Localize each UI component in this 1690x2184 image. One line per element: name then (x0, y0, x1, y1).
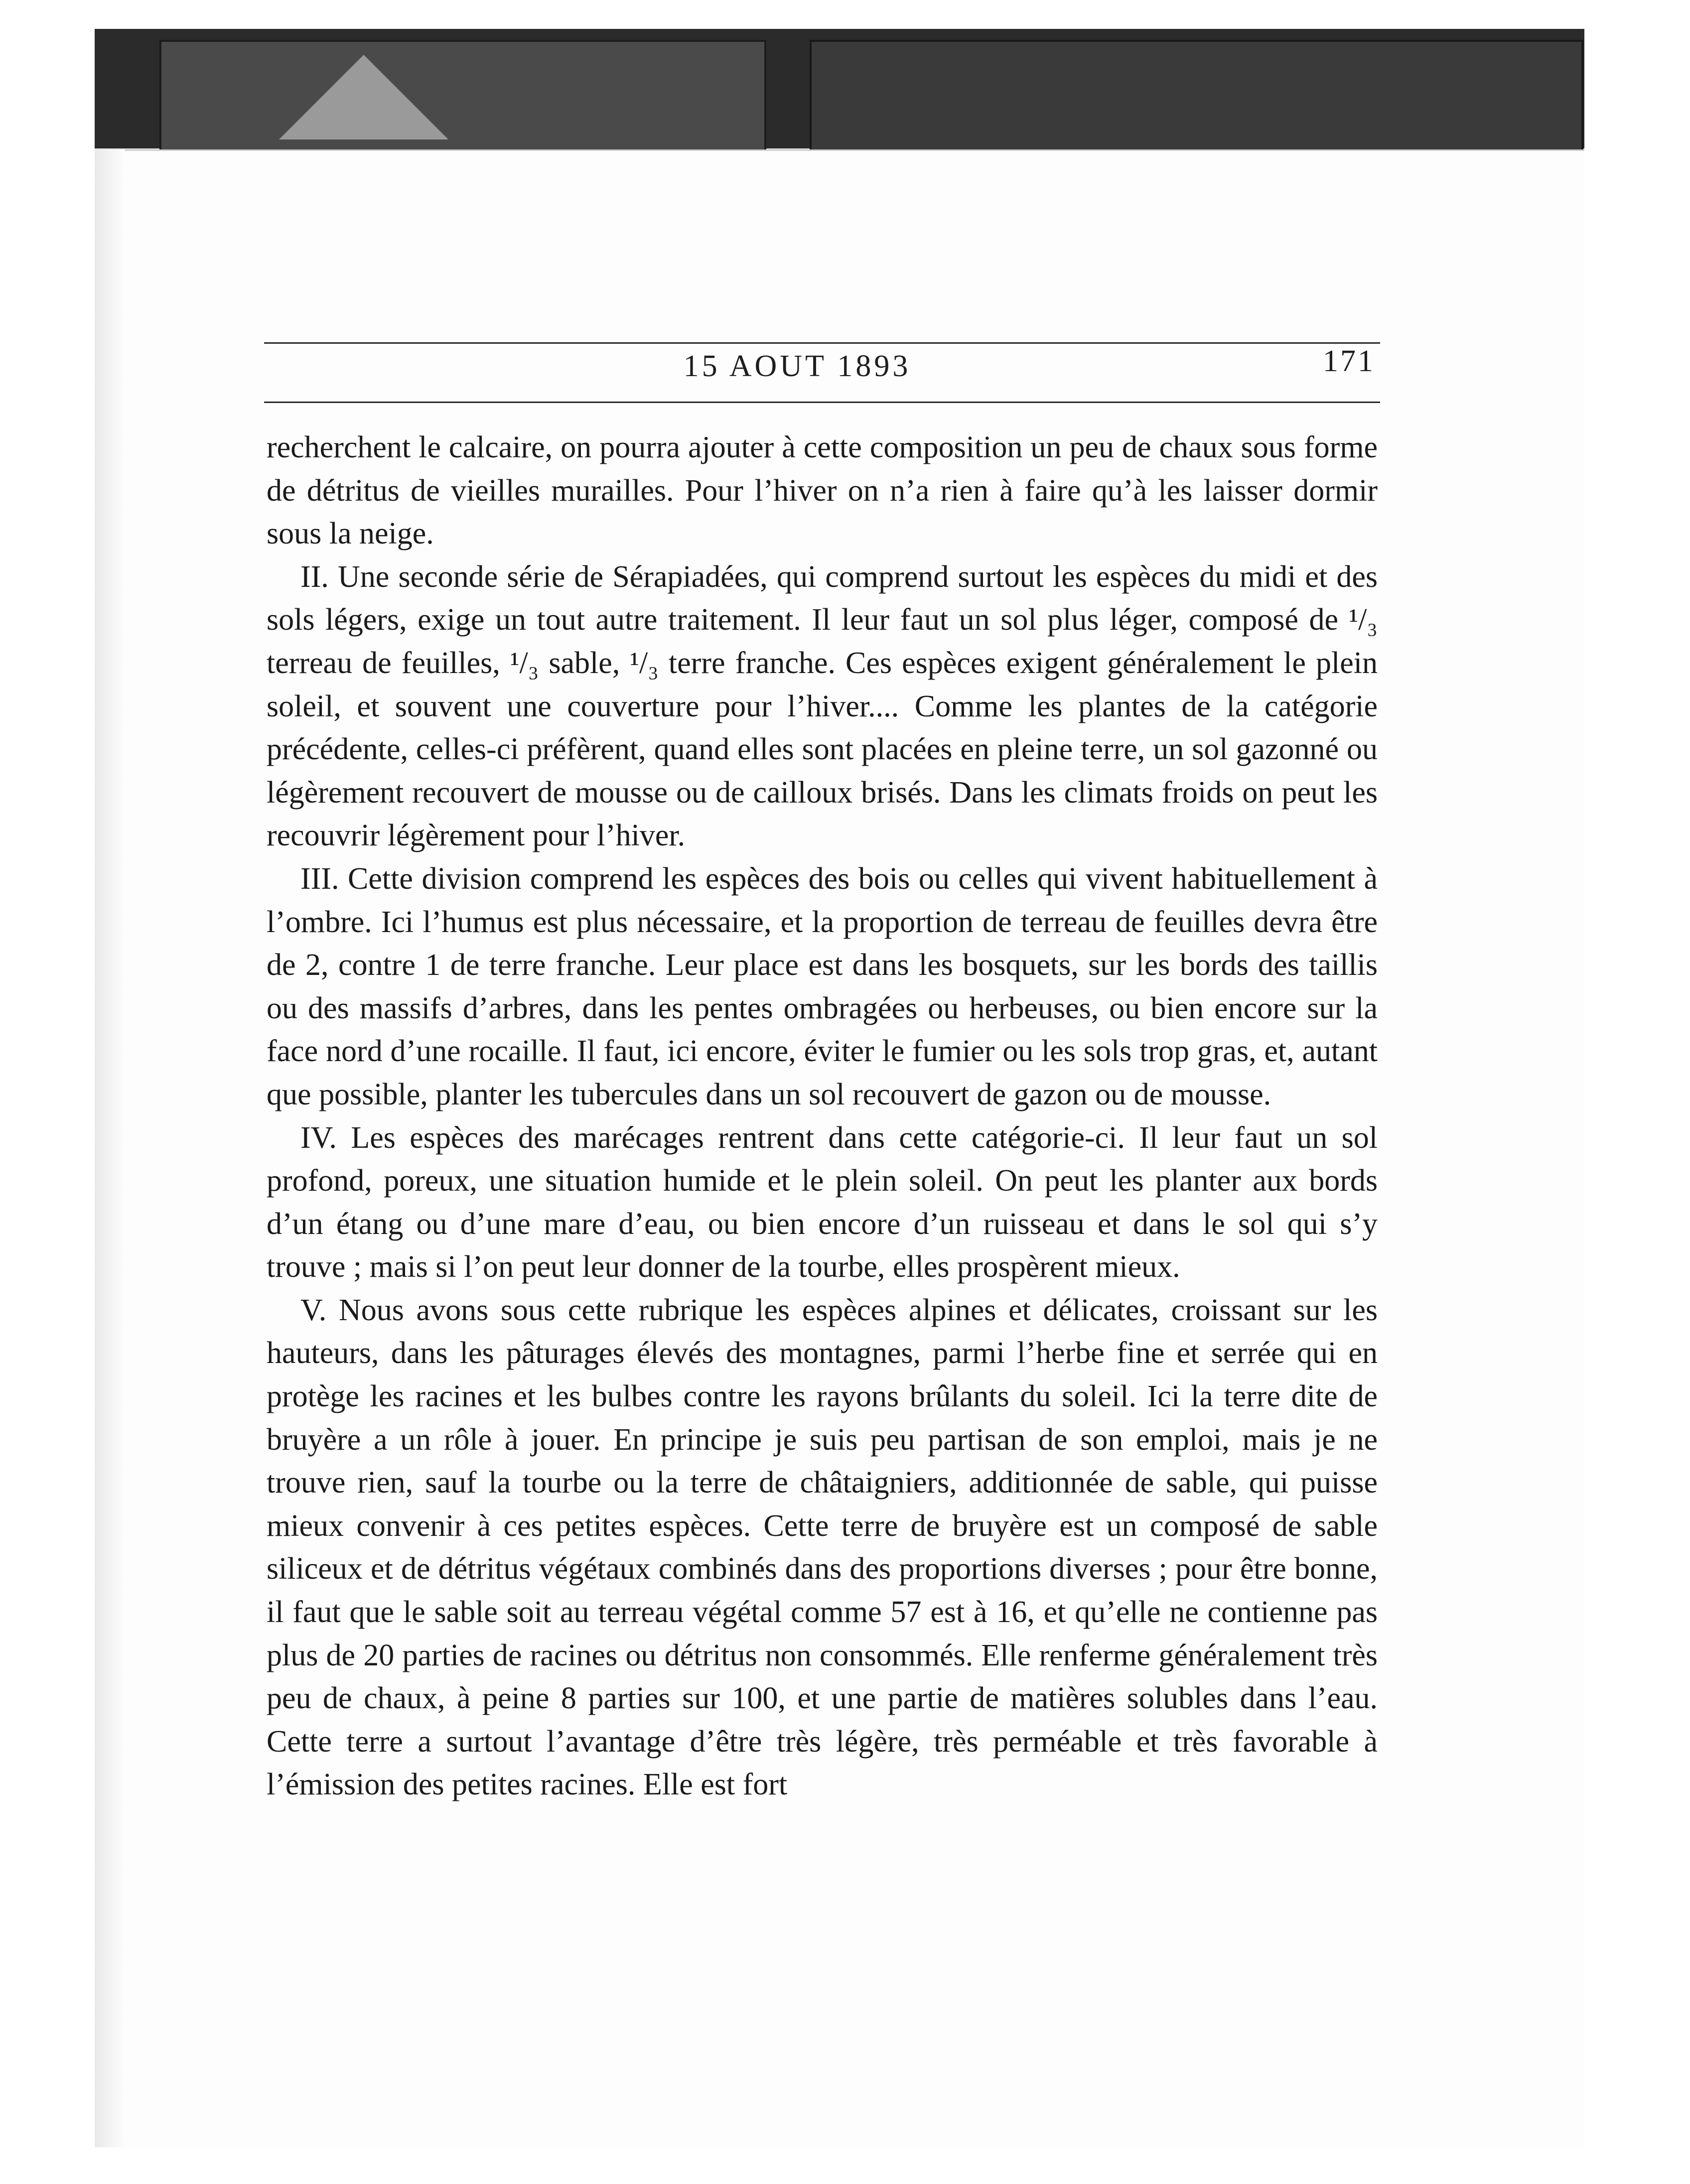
paragraph-continuation: recherchent le calcaire, on pourra ajouter à cette composition un peu de chaux sous forme de détritus de vieilles murailles. Pour l’hiver on n’a rien à faire qu’à les laisser dormir sous la neige. (267, 430, 1378, 551)
header-rule-top (264, 342, 1380, 344)
paragraph-section-ii: II. Une seconde série de Sérapiadées, qui comprend surtout les espèces du midi et des sols légers, exige un tout autre traitement. Il leur faut un sol plus léger, composé de ¹/₃ terreau de feuilles, ¹/₃ sable, ¹/₃ terre franche. Ces espèces exigent généralement le plein soleil, et souvent une couverture pour l’hiver.... Comme les plantes de la catégorie précédente, celles-ci préfèrent, quand elles sont placées en pleine terre, un sol gazonné ou légèrement recouvert de mousse ou de cailloux brisés. Dans les climats froids on peut les recouvrir légèrement pour l’hiver. (267, 559, 1378, 853)
book-spine-right (810, 40, 1583, 153)
running-header-date: 15 AOUT 1893 (683, 349, 911, 383)
book-corner-tab (279, 55, 448, 139)
book-spine-left (159, 40, 766, 153)
page-gutter-shadow (95, 149, 125, 2147)
paragraph-section-iii: III. Cette division comprend les espèces des bois ou celles qui vivent habituellement à l’ombre. Ici l’humus est plus nécessaire, et la proportion de terreau de feuilles devra être de 2, contre 1 de terre franche. Leur place est dans les bosquets, sur les bords des taillis ou des massifs d’arbres, dans les pentes ombragées ou herbeuses, ou bien encore sur la face nord d’une rocaille. Il faut, ici encore, éviter le fumier ou les sols trop gras, et, autant que possible, planter les tubercules dans un sol recouvert de gazon ou de mousse. (267, 861, 1378, 1111)
body-text (267, 426, 1378, 1806)
paragraph-section-iv: IV. Les espèces des marécages rentrent dans cette catégorie-ci. Il leur faut un sol profond, poreux, une situation humide et le plein soleil. On peut les planter aux bords d’un étang ou d’une mare d’eau, ou bien encore d’un ruisseau et dans le sol qui s’y trouve ; mais si l’on peut leur donner de la tourbe, elles prospèrent mieux. (267, 1120, 1378, 1284)
page-number: 171 (1323, 344, 1375, 378)
header-rule-bottom (264, 402, 1380, 403)
paragraph-section-v: V. Nous avons sous cette rubrique les espèces alpines et délicates, croissant sur les hauteurs, dans les pâturages élevés des montagnes, parmi l’herbe fine et serrée qui en protège les racines et les bulbes contre les rayons brûlants du soleil. Ici la terre dite de bruyère a un rôle à jouer. En principe je suis peu partisan de son emploi, mais je ne trouve rien, sauf la tourbe ou la terre de châtaigniers, additionnée de sable, qui puisse mieux convenir à ces petites espèces. Cette terre de bruyère est un composé de sable siliceux et de détritus végétaux combinés dans des proportions diverses ; pour être bonne, il faut que le sable soit au terreau végétal comme 57 est à 16, et qu’elle ne contienne pas plus de 20 parties de racines ou détritus non consommés. Elle renferme généralement très peu de chaux, à peine 8 parties sur 100, et une partie de matières solubles dans l’eau. Cette terre a surtout l’avantage d’être très légère, très perméable et très favorable à l’émission des petites racines. Elle est fort (267, 1293, 1378, 1802)
